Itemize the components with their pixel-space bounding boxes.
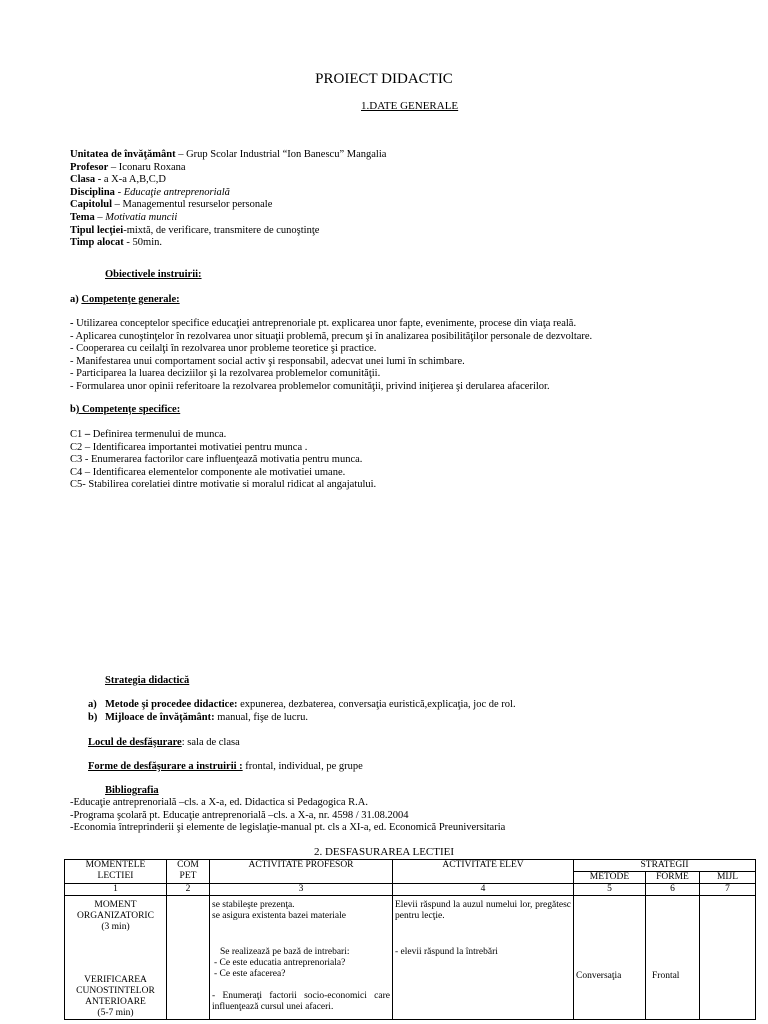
list-item: - Cooperarea cu ceilalţi în rezolvarea unor probleme teoretice şi practice.	[70, 343, 377, 355]
competence-cell	[167, 896, 210, 1020]
forms-line: Forme de desfăşurare a instruirii : frontal, individual, pe grupe	[88, 761, 363, 772]
means-cell	[700, 896, 756, 1020]
column-number: 7	[700, 884, 756, 896]
specific-competences-heading: b) Competenţe specifice:	[70, 404, 181, 415]
strategy-list	[88, 699, 516, 724]
lesson-table	[64, 859, 756, 1020]
list-item: C1 – Definirea termenului de munca.	[70, 429, 227, 440]
general-row-lesson-type: Tipul lecţiei-mixtă, de verificare, transmitere de cunoştinţe	[70, 224, 320, 236]
general-row-discipline: Disciplina - Educaţie antreprenorială	[70, 186, 230, 198]
teacher-activity-cell: se stabileşte prezenţa. se asigura existenta bazei materiale Se realizează pe bază de intrebari: - Ce este educatia antreprenoriala? - Ce este afacerea? - Enumeraţi factorii socio-economici care influenţează cursul unei afaceri.	[210, 896, 393, 1020]
list-item: - Manifestarea unui comportament social activ şi responsabil, adecvat unei lumi în schimbare.	[70, 355, 465, 367]
general-row-unit: Unitatea de învăţământ – Grup Scolar Industrial “Ion Banescu” Mangalia	[70, 149, 387, 160]
list-item: C5- Stabilirea corelatiei dintre motivatie si moralul ridicat al angajatului.	[70, 479, 377, 491]
general-row-class: Clasa - a X-a A,B,C,D	[70, 174, 166, 186]
list-item: -Economia întreprinderii şi elemente de legislaţie-manual pt. cls a XI-a, ed. Economică Preuniversitaria	[70, 822, 506, 834]
column-number: 5	[574, 884, 646, 896]
column-number: 1	[65, 884, 167, 896]
header-teacher-activity: ACTIVITATE PROFESOR	[210, 860, 393, 884]
general-row-topic: Tema – Motivatia muncii	[70, 211, 178, 223]
general-competences-heading: a) Competenţe generale:	[70, 294, 180, 305]
column-number: 4	[393, 884, 574, 896]
list-item: a) Metode şi procedee didactice: expunerea, dezbaterea, conversaţia euristică,explicaţia, joc de rol.	[88, 699, 516, 710]
general-competences-list	[70, 318, 592, 394]
list-item: -Educaţie antreprenorială –cls. a X-a, ed. Didactica si Pedagogica R.A.	[70, 797, 368, 808]
section-title-general-data: 1.DATE GENERALE	[361, 100, 459, 112]
header-forms: FORME	[646, 872, 700, 884]
student-activity-cell: Elevii răspund la auzul numelui lor, pregătesc pentru lecţie. - elevii răspund la întrebări	[393, 896, 574, 1020]
column-number: 6	[646, 884, 700, 896]
general-row-time: Timp alocat - 50min.	[70, 237, 162, 249]
header-competences: COM PET	[167, 860, 210, 884]
specific-competences-list	[70, 429, 376, 492]
header-methods: METODE	[574, 872, 646, 884]
list-item: C3 - Enumerarea factorilor care influenţează motivatia pentru munca.	[70, 454, 363, 466]
list-item: - Formularea unor opinii referitoare la rezolvarea problemelor comunităţii, privind iniţierea şi derularea afacerilor.	[70, 380, 550, 392]
column-number: 3	[210, 884, 393, 896]
list-item: C2 – Identificarea importantei motivatiei pentru munca .	[70, 441, 308, 453]
list-item: C4 – Identificarea elementelor componente ale motivatiei umane.	[70, 466, 346, 478]
header-means: MIJL	[700, 872, 756, 884]
list-item: -Programa şcolară pt. Educaţie antreprenorială –cls. a X-a, nr. 4598 / 31.08.2004	[70, 809, 409, 821]
general-row-teacher: Profesor – Iconaru Roxana	[70, 161, 186, 173]
methods-cell: Conversaţia	[574, 896, 646, 1020]
lesson-table-title: 2. DESFASURAREA LECTIEI	[313, 846, 455, 858]
forms-cell: Frontal	[646, 896, 700, 1020]
page-title: PROIECT DIDACTIC	[315, 71, 453, 87]
bibliography-list	[70, 797, 505, 835]
general-row-chapter: Capitolul – Managementul resurselor personale	[70, 199, 273, 211]
header-student-activity: ACTIVITATE ELEV	[393, 860, 574, 884]
strategy-heading: Strategia didactică	[105, 675, 190, 686]
moment-cell: MOMENT ORGANIZATORIC (3 min) VERIFICAREA CUNOSTINTELOR ANTERIOARE (5-7 min)	[65, 896, 167, 1020]
list-item: - Utilizarea conceptelor specifice educaţiei antreprenoriale pt. explicarea unor fapte, evenimente, procese din viaţa reală.	[70, 318, 577, 329]
table-row	[65, 896, 756, 1020]
general-data	[70, 149, 386, 250]
column-number: 2	[167, 884, 210, 896]
list-item: - Aplicarea cunoştinţelor în rezolvarea unor situaţii problemă, precum şi în analizarea posibilităţilor personale de dezvoltare.	[70, 330, 593, 342]
list-item: - Participarea la luarea deciziilor şi la rezolvarea problemelor comunităţii.	[70, 368, 381, 380]
list-item: b) Mijloace de învăţământ: manual, fişe de lucru.	[88, 711, 308, 723]
location-line: Locul de desfăşurare: sala de clasa	[88, 737, 240, 748]
objectives-heading: Obiectivele instruirii:	[105, 269, 202, 280]
header-strategies: STRATEGII	[574, 860, 756, 872]
bibliography-heading: Bibliografia	[105, 785, 159, 796]
header-moments: MOMENTELE LECTIEI	[65, 860, 167, 884]
